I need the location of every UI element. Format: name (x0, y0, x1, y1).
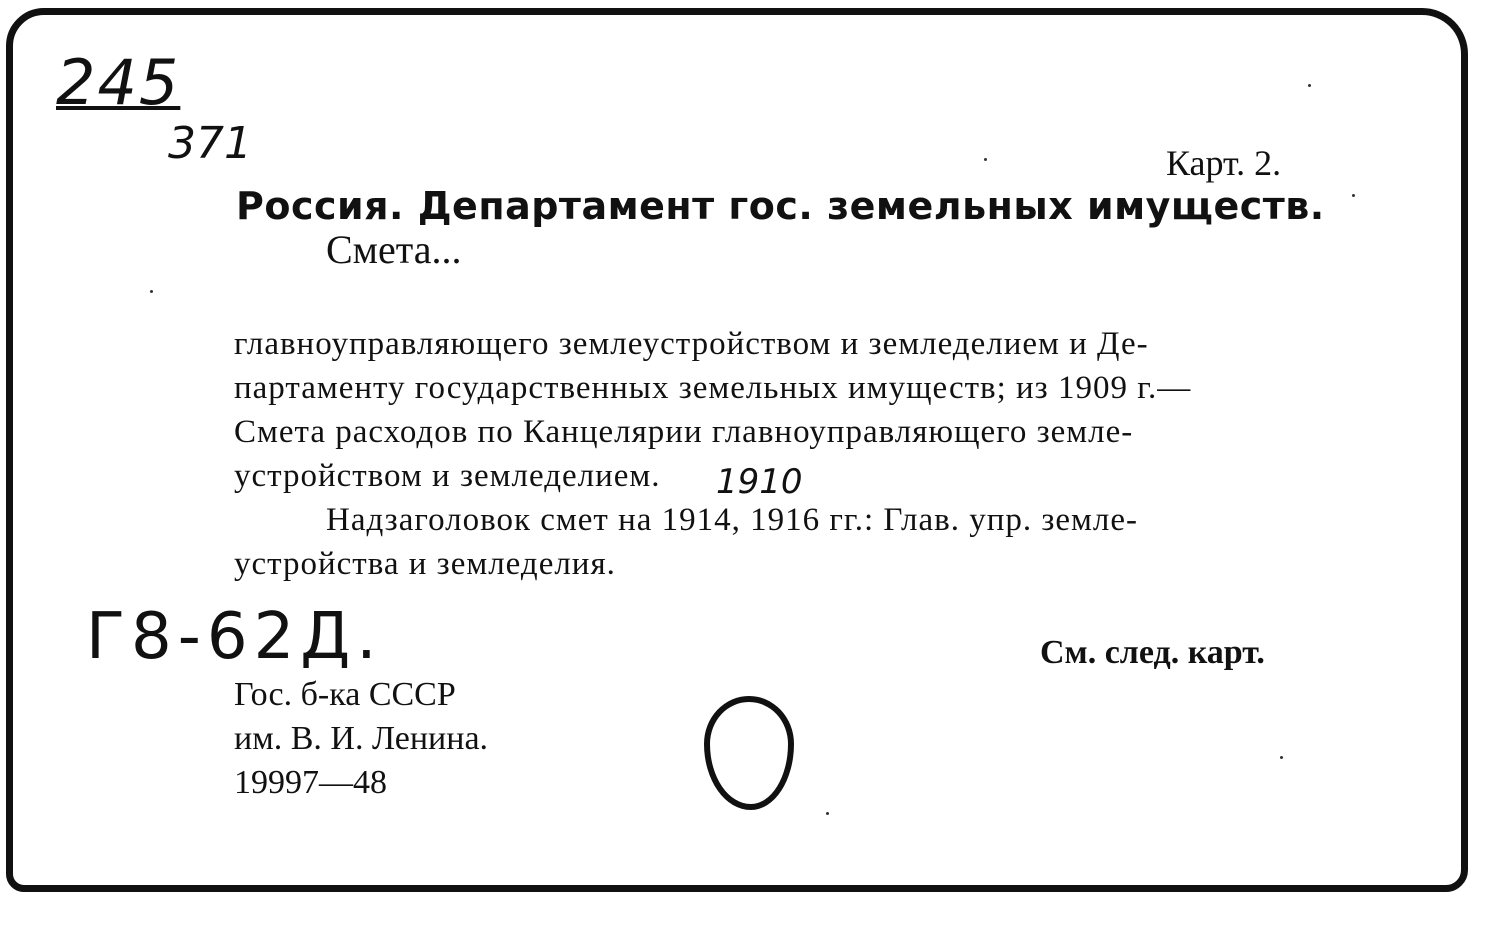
see-next-card-note: См. след. карт. (1040, 634, 1265, 671)
body-line: устройством и земледелием. (234, 458, 661, 494)
imprint-line: им. В. И. Ленина. (234, 720, 489, 757)
card-subheading: Смета... (326, 227, 462, 272)
handwritten-number-top: 245 (56, 46, 181, 119)
scan-speck (1352, 194, 1355, 197)
handwritten-number-bottom: 371 (168, 118, 252, 169)
scan-speck (984, 158, 987, 161)
scan-speck (1280, 756, 1283, 759)
imprint-line: 19997—48 (234, 764, 387, 801)
body-line: Надзаголовок смет на 1914, 1916 гг.: Глав. упр. земле- (326, 502, 1139, 538)
scan-speck (826, 812, 829, 815)
scan-speck (150, 290, 153, 293)
card-heading: Россия. Департамент гос. земельных имуществ. (236, 184, 1325, 228)
body-line: устройства и земледелия. (234, 546, 616, 582)
body-line: Смета расходов по Канцелярии главноуправляющего земле- (234, 414, 1134, 450)
body-line: главноуправляющего землеустройством и земледелием и Де- (234, 326, 1149, 362)
scan-speck (1308, 84, 1311, 87)
imprint-line: Гос. б-ка СССР (234, 676, 456, 713)
handwritten-year: 1910 (716, 462, 803, 502)
card-number: Карт. 2. (1166, 143, 1282, 183)
body-line: партаменту государственных земельных имуществ; из 1909 г.— (234, 370, 1192, 406)
handwritten-shelfmark: Г8-62Д. (86, 600, 383, 674)
